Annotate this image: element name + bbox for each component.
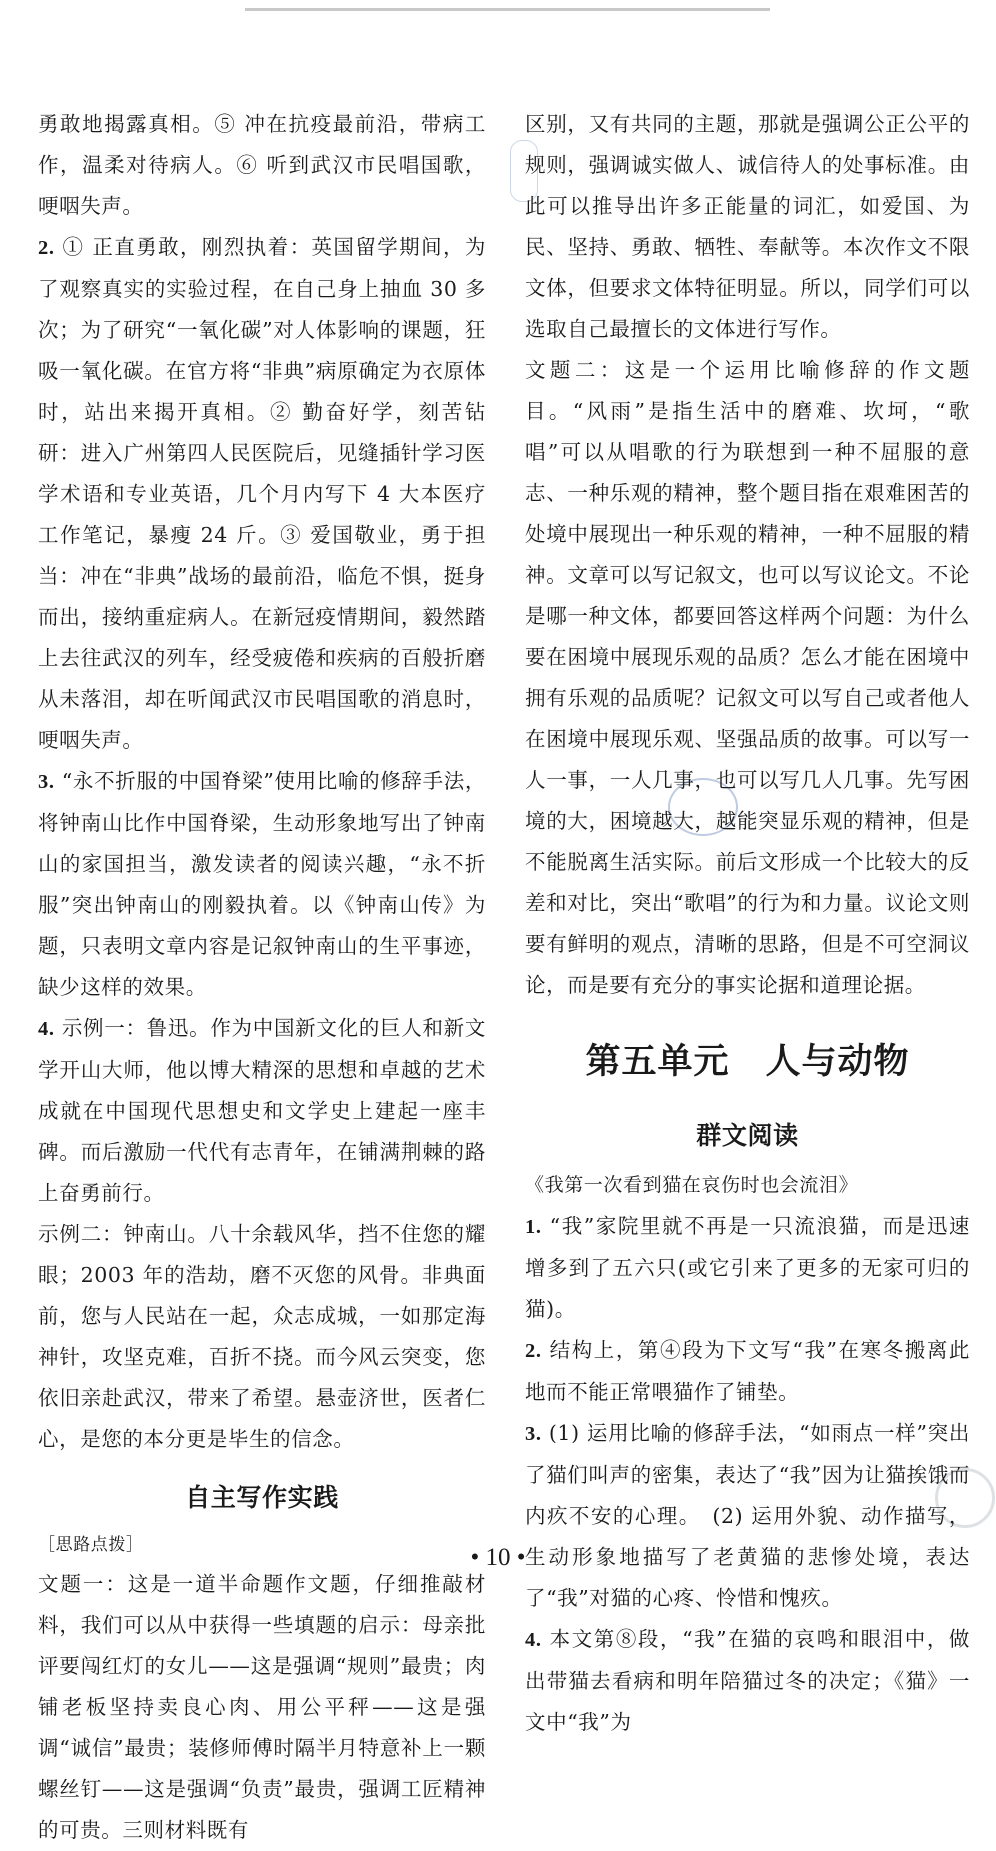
answer-3 bbox=[38, 761, 486, 1008]
group-reading-title: 群文阅读 bbox=[696, 1121, 799, 1150]
answer-text: 本文第⑧段，“我”在猫的哀鸣和眼泪中，做出带猫去看病和明年陪猫过冬的决定；《猫》一文中“我”为 bbox=[525, 1627, 970, 1734]
answer-text: “永不折服的中国脊梁”使用比喻的修辞手法，将钟南山比作中国脊梁，生动形象地写出了钟南山的家国担当，激发读者的阅读兴趣，“永不折服”突出钟南山的刚毅执着。以《钟南山传》为题，只表明文章内容是记叙钟南山的生平事迹，缺少这样的效果。 bbox=[38, 769, 487, 999]
reading-answer-2 bbox=[525, 1330, 970, 1413]
answer-number: 3. bbox=[525, 1423, 542, 1445]
answer-text: “我”家院里就不再是一只流浪猫，而是迅速增多到了五六只(或它引来了更多的无家可归的猫)。 bbox=[525, 1214, 970, 1321]
left-column bbox=[38, 104, 486, 1851]
answer-continuation: 勇敢地揭露真相。⑤ 冲在抗疫最前沿，带病工作，温柔对待病人。⑥ 听到武汉市民唱国歌，哽咽失声。 bbox=[38, 112, 486, 218]
unit-title: 第五单元 人与动物 bbox=[585, 1041, 910, 1082]
reading-answer-1 bbox=[525, 1206, 970, 1330]
top-rule bbox=[245, 8, 770, 11]
reading-answer-4 bbox=[525, 1619, 970, 1743]
answer-number: 2. bbox=[38, 237, 55, 259]
answer-text: ① 正直勇敢，刚烈执着：英国留学期间，为了观察真实的实验过程，在自己身上抽血 30 多次；为了研究“一氧化碳”对人体影响的课题，狂吸一氧化碳。在官方将“非典”病原确定为衣原体时，站出来揭开真相。② 勤奋好学，刻苦钻研：进入广州第四人民医院后，见缝插针学习医学术语和专业英语，几个月内写下 4 大本医疗工作笔记，暴瘦 24 斤。③ 爱国敬业，勇于担当：冲在“非典”战场的最前沿，临危不惧，挺身而出，接纳重症病人。在新冠疫情期间，毅然踏上去往武汉的列车，经受疲倦和疾病的百般折磨从未落泪，却在听闻武汉市民唱国歌的消息时，哽咽失声。 bbox=[38, 235, 486, 752]
answer-number: 2. bbox=[525, 1340, 542, 1362]
right-column bbox=[525, 104, 970, 1743]
answer-number: 1. bbox=[525, 1216, 542, 1238]
page-number: • 10 • bbox=[470, 1544, 526, 1571]
hint-tag: ［思路点拨］ bbox=[38, 1535, 144, 1555]
answer-4 bbox=[38, 1008, 486, 1214]
answer-4-example-2: 示例二：钟南山。八十余载风华，挡不住您的耀眼；2003 年的浩劫，磨不灭您的风骨。非典面前，您与人民站在一起，众志成城，一如那定海神针，攻坚克难，百折不挠。而今风云突变，您依旧亲赴武汉，带来了希望。悬壶济世，医者仁心，是您的本分更是毕生的信念。 bbox=[38, 1222, 486, 1451]
section-title: 自主写作实践 bbox=[185, 1483, 339, 1512]
answer-text: 示例一：鲁迅。作为中国新文化的巨人和新文学开山大师，他以博大精深的思想和卓越的艺术成就在中国现代思想史和文学史上建起一座丰碑。而后激励一代代有志青年，在铺满荆棘的路上奋勇前行。 bbox=[38, 1016, 486, 1205]
essay-topic-1-continued: 区别，又有共同的主题，那就是强调公正公平的规则，强调诚实做人、诚信待人的处事标准。由此可以推导出许多正能量的词汇，如爱国、为民、坚持、勇敢、牺牲、奉献等。本次作文不限文体，但要求文体特征明显。所以，同学们可以选取自己最擅长的文体进行写作。 bbox=[525, 112, 970, 341]
answer-number: 3. bbox=[38, 771, 55, 793]
essay-topic-2: 文题二：这是一个运用比喻修辞的作文题目。“风雨”是指生活中的磨难、坎坷，“歌唱”可以从唱歌的行为联想到一种不屈服的意志、一种乐观的精神，整个题目指在艰难困苦的处境中展现出一种乐观的精神，一种不屈服的精神。文章可以写记叙文，也可以写议论文。不论是哪一种文体，都要回答这样两个问题：为什么要在困境中展现乐观的品质？怎么才能在困境中拥有乐观的品质呢？记叙文可以写自己或者他人在困境中展现乐观、坚强品质的故事。可以写一人一事，一人几事，也可以写几人几事。先写困境的大，困境越大，越能突显乐观的精神，但是不能脱离生活实际。前后文形成一个比较大的反差和对比，突出“歌唱”的行为和力量。议论文则要有鲜明的观点，清晰的思路，但是不可空洞议论，而是要有充分的事实论据和道理论据。 bbox=[525, 358, 970, 997]
essay-topic-1: 文题一：这是一道半命题作文题，仔细推敲材料，我们可以从中获得一些填题的启示：母亲批评要闯红灯的女儿——这是强调“规则”最贵；肉铺老板坚持卖良心肉、用公平秤——这是强调“诚信”最贵；装修师傅时隔半月特意补上一颗螺丝钉——这是强调“负责”最贵，强调工匠精神的可贵。三则材料既有 bbox=[38, 1572, 486, 1842]
reading-title: 《我第一次看到猫在哀伤时也会流泪》 bbox=[525, 1174, 859, 1196]
answer-text: (1) 运用比喻的修辞手法，“如雨点一样”突出了猫们叫声的密集，表达了“我”因为让猫挨饿而内疚不安的心理。 (2) 运用外貌、动作描写，生动形象地描写了老黄猫的悲惨处境，表达了“我”对猫的心疼、怜惜和愧疚。 bbox=[525, 1421, 970, 1610]
answer-number: 4. bbox=[38, 1018, 55, 1040]
answer-text: 结构上，第④段为下文写“我”在寒冬搬离此地而不能正常喂猫作了铺垫。 bbox=[525, 1338, 970, 1404]
answer-2 bbox=[38, 227, 486, 761]
reading-answer-3 bbox=[525, 1413, 970, 1619]
answer-number: 4. bbox=[525, 1629, 542, 1651]
